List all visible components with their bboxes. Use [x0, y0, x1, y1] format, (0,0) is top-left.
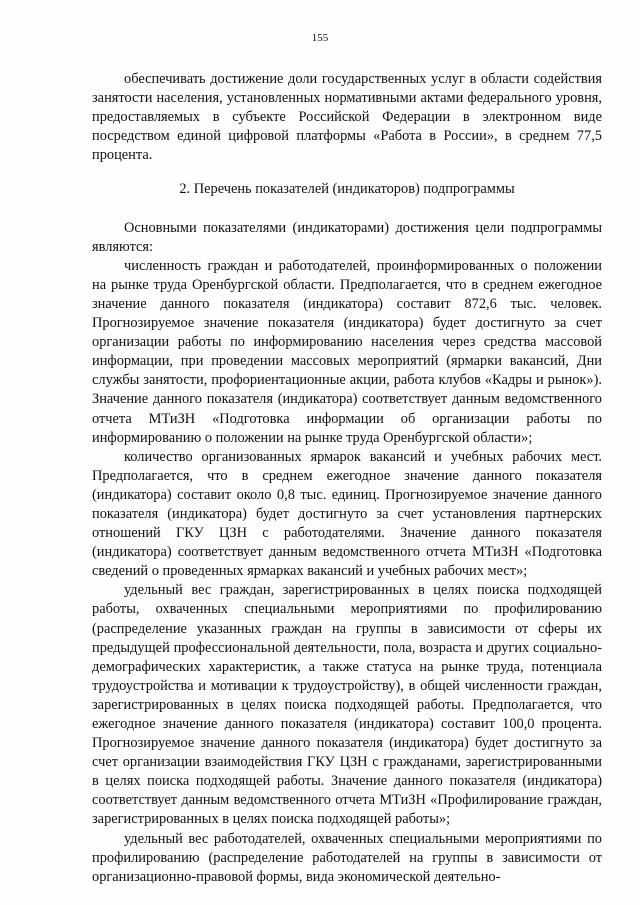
paragraph-indicators-lead: Основными показателями (индикаторами) достижения цели подпрограммы являются: [92, 219, 602, 255]
paragraph-job-fairs: количество организованных ярмарок вакансий и учебных рабочих мест. Предполагается, что в среднем ежегодное значение данного показателя (индикатора) составит около 0,8 тыс. единиц. Прогнозируемое значение данного показателя (индикатора) будет достигнуто за счет установления партнерских отношений ГКУ ЦЗН с работодателями. Значение данного показателя (индикатора) соответствует данным ведомственного отчета МТиЗН «Подготовка сведений о проведенных ярмарках вакансий и учебных рабочих мест»; [92, 448, 602, 580]
paragraph-employer-profiling: удельный вес работодателей, охваченных специальными мероприятиями по профилированию (распределение работодателей на группы в зависимости от организационно-правовой формы, вида экономической деятельно- [92, 830, 602, 885]
section-heading: 2. Перечень показателей (индикаторов) подпрограммы [179, 181, 515, 198]
paragraph-intro: обеспечивать достижение доли государственных услуг в области содействия занятости населения, установленных нормативными актами федерального уровня, предоставляемых в субъекте Российской Федерации в электронном виде посредством единой цифровой платформы «Работа в России», в среднем 77,5 процента. [92, 71, 602, 164]
page-number: 155 [311, 32, 329, 44]
document-body [92, 70, 602, 887]
paragraph-citizen-profiling: удельный вес граждан, зарегистрированных в целях поиска подходящей работы, охваченных специальными мероприятиями по профилированию (распределение указанных граждан на группы в зависимости от сферы их предыдущей профессиональной деятельности, пола, возраста и других социально-демографических характеристик, а также статуса на рынке труда, потенциала трудоустройства и мотивации к трудоустройству), в общей численности граждан, зарегистрированных в целях поиска подходящей работы. Предполагается, что ежегодное значение данного показателя (индикатора) составит 100,0 процента. Прогнозируемое значение данного показателя (индикатора) будет достигнуто за счет организации взаимодействия ГКУ ЦЗН с гражданами, зарегистрированными в целях поиска подходящей работы. Значение данного показателя (индикатора) соответствует данным ведомственного отчета МТиЗН «Профилирование граждан, зарегистрированных в целях поиска подходящей работы»; [92, 582, 602, 828]
paragraph-informed-citizens: численность граждан и работодателей, проинформированных о положении на рынке труда Оренбургской области. Предполагается, что в среднем ежегодное значение данного показателя (индикатора) составит 872,6 тыс. человек. Прогнозируемое значение показателя (индикатора) будет достигнуто за счет организации работы по информированию населения через средства массовой информации, при проведении массовых мероприятий (ярмарки вакансий, Дни службы занятости, профориентационные акции, работа клубов «Кадры и рынок»). Значение данного показателя (индикатора) соответствует данным ведомственного отчета МТиЗН «Подготовка информации об организации работы по информированию о положении на рынке труда Оренбургской области»; [92, 257, 602, 446]
